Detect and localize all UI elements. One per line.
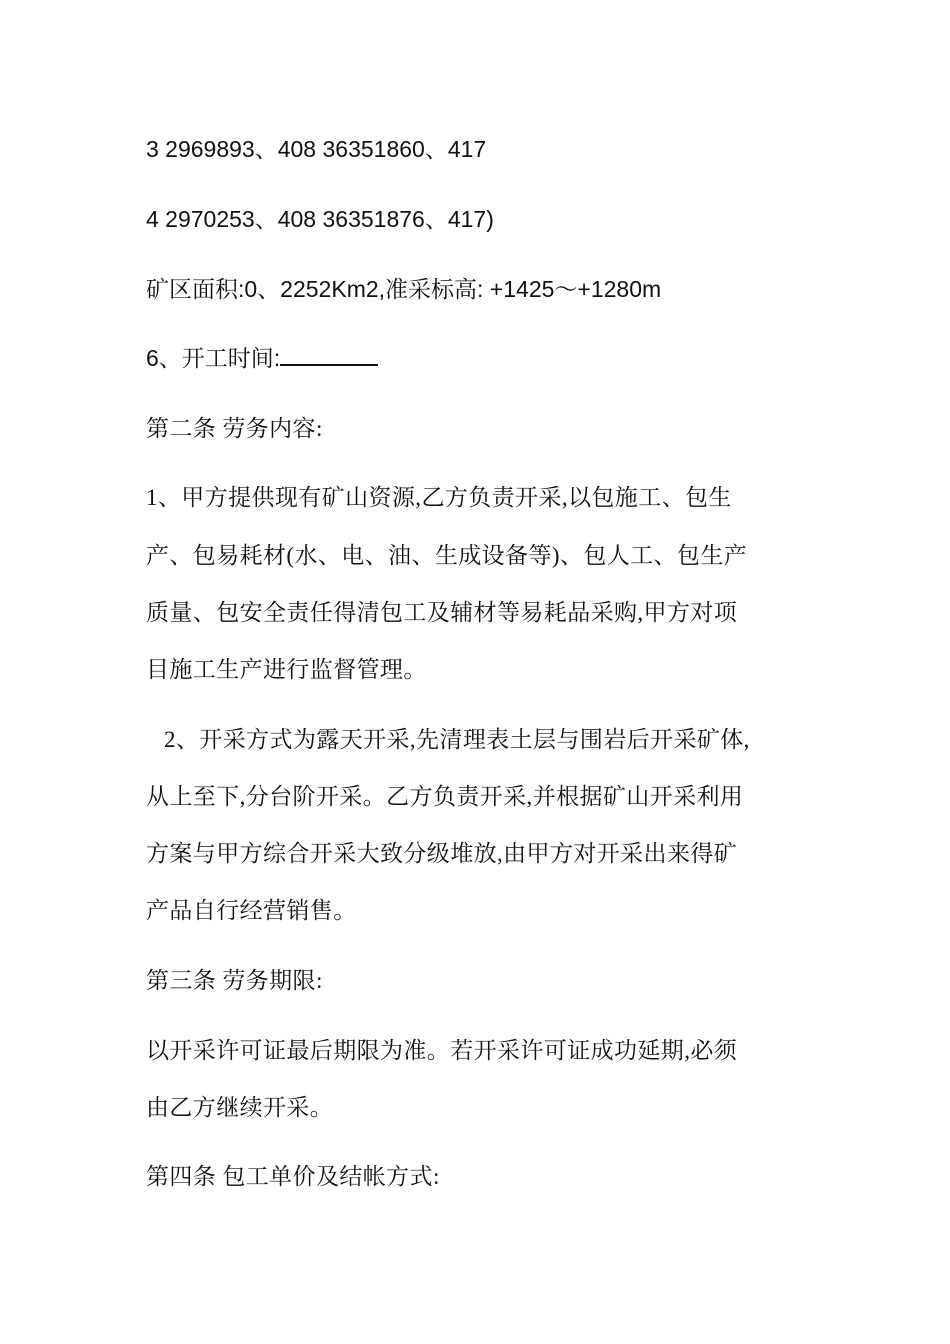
article-2-p1-line: 质量、包安全责任得清包工及辅材等易耗品采购,甲方对项 [146, 600, 738, 625]
article-4-heading: 第四条 包工单价及结帐方式: [146, 1164, 440, 1189]
article-2-p1-line: 产、包易耗材(水、电、油、生成设备等)、包人工、包生产 [146, 543, 748, 568]
start-time-label: 6、开工时间: [146, 345, 281, 371]
article-2-p2-line: 2、开采方式为露天开采,先清理表土层与围岩后开采矿体, [164, 727, 750, 752]
article-2-p2-line: 方案与甲方综合开采大致分级堆放,由甲方对开采出来得矿 [146, 841, 738, 866]
article-3-heading: 第三条 劳务期限: [146, 968, 323, 993]
start-time-blank [280, 344, 378, 366]
start-time-line [146, 343, 378, 373]
coordinate-row-4: 4 2970253、408 36351876、417) [146, 206, 494, 232]
article-3-p1-line: 由乙方继续开采。 [146, 1095, 334, 1120]
article-2-p2-line: 产品自行经营销售。 [146, 898, 357, 923]
article-3-p1-line: 以开采许可证最后期限为准。若开采许可证成功延期,必须 [146, 1038, 738, 1063]
article-2-p1-line: 目施工生产进行监督管理。 [146, 657, 427, 682]
article-2-p1-line: 1、甲方提供现有矿山资源,乙方负责开采,以包施工、包生 [146, 485, 732, 510]
mine-area-line: 矿区面积:0、2252Km2,准采标高: +1425～+1280m [146, 276, 662, 302]
article-2-p2-line: 从上至下,分台阶开采。乙方负责开采,并根据矿山开采利用 [146, 784, 744, 809]
coordinate-row-3: 3 2969893、408 36351860、417 [146, 136, 487, 162]
article-2-heading: 第二条 劳务内容: [146, 416, 323, 441]
